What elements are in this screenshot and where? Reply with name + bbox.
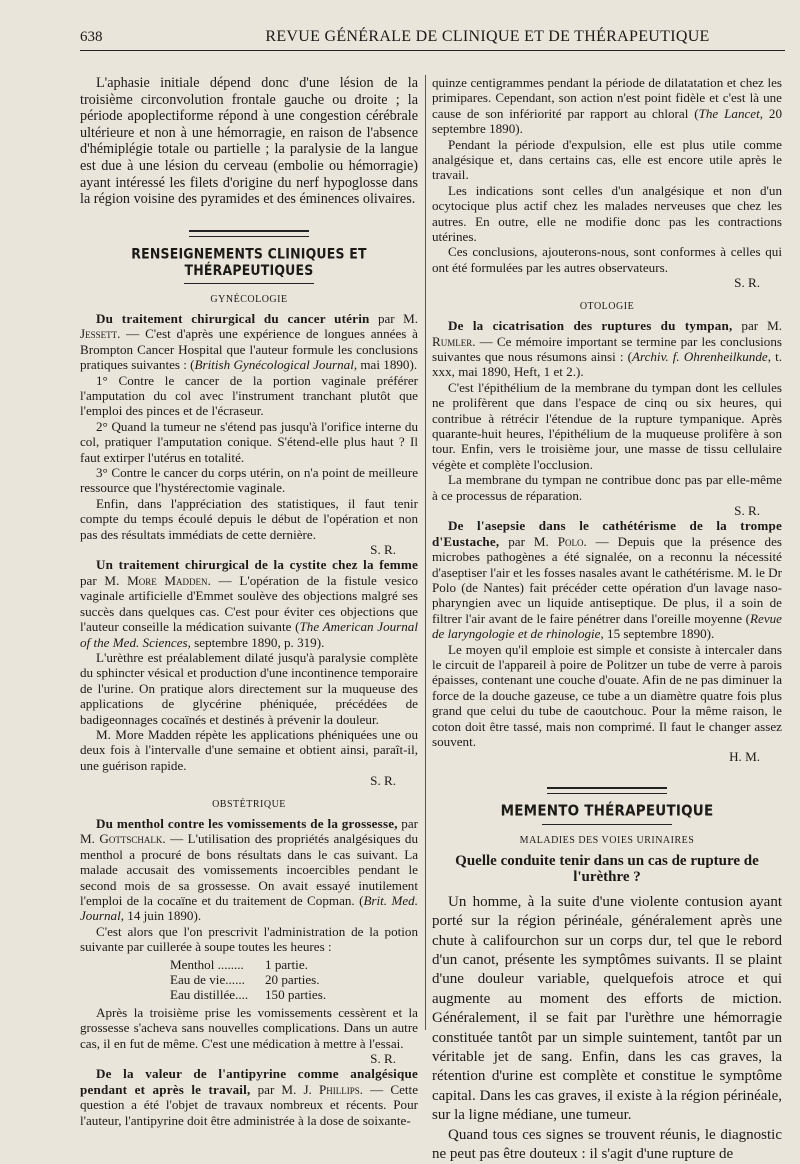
article-source: The Lancet bbox=[698, 105, 760, 121]
recipe-line: Eau distillée.... 150 parties. bbox=[170, 987, 327, 1003]
section-rule-bottom bbox=[542, 824, 672, 825]
article-antipyrine-continued: quinze centigrammes pendant la période de dilatatation et chez les primipares. Cependant, son action n'est point fidèle et c'est là une cause de son infériorité par rapport au chloral (The Lancet, 20 septembre 1890). bbox=[432, 75, 782, 137]
article-author: More Madden bbox=[127, 572, 208, 588]
article-title: Du traitement chirurgical du cancer utérin bbox=[96, 310, 370, 326]
paragraph: Quand tous ces signes se trouvent réunis, le diagnostic ne peut pas être douteux : il s'agit d'une rupture de bbox=[432, 1126, 782, 1162]
article-title: De la cicatrisation des ruptures du tympan, bbox=[448, 318, 733, 334]
article-source: Revue de laryngologie et de rhinologie bbox=[432, 610, 782, 642]
article-source: Brit. Med. Journal bbox=[80, 893, 418, 924]
right-column bbox=[432, 75, 782, 1164]
paragraph: C'est l'épithélium de la membrane du tympan dont les cellules ne prolifèrent que dans l'espace de cinq ou six heures, qui contribue à rétrécir l'étendue de la rupture tympanique. Après quarante-huit heures, l'épithélium de la muqueuse prolifère à son tour. Enfin, vers le troisième jour, une masse de tissu cellulaire végète et complète l'occlusion. bbox=[432, 379, 782, 472]
signature: S. R. bbox=[734, 275, 760, 291]
paragraph: L'urèthre est préalablement dilaté jusqu'à paralysie complète du sphincter vésical et production d'une incontinence temporaire de l'urine. On pratique alors directement sur la muqueuse des applications de glycérine phéniquée, précédées de badigeonnages cocaïnés et destinés à prévenir la douleur. bbox=[80, 649, 418, 727]
paragraph: Après la troisième prise les vomissements cessèrent et la grossesse s'acheva sans nouvelles complications. Dans un autre cas, il en fut de même. C'est une médication à mettre à l'essai. bbox=[80, 1004, 418, 1051]
section-title-renseignements: RENSEIGNEMENTS CLINIQUES ET THÉRAPEUTIQUES bbox=[131, 245, 367, 279]
recipe-line: Eau de vie...... 20 parties. bbox=[170, 972, 320, 988]
paragraph: M. More Madden répète les applications phéniquées une ou deux fois à l'intervalle d'une semaine et obtient ainsi, paraît-il, une guérison rapide. bbox=[80, 726, 418, 773]
subsection-obstetrique: OBSTÉTRIQUE bbox=[212, 798, 286, 810]
article-antipyrine: De la valeur de l'antipyrine comme analgésique pendant et après le travail, par M. J. Phillips. — Cette question a été l'objet de travaux nombreux et récents. Pour l'auteur, l'antipyrine doit être administrée à la dose de soixante- bbox=[80, 1066, 419, 1128]
paragraph: Enfin, dans l'appréciation des statistiques, il faut tenir compte du temps écoulé depuis le début de l'opération et non pas des résultats immédiats de cette dernière. bbox=[80, 495, 418, 542]
intro-paragraph: L'aphasie initiale dépend donc d'une lésion de la troisième circonvolution frontale gauche ou droite ; la période apoplectiforme répond à une congestion cérébrale ultérieure et non à une hémorragie, en raison de l'absence d'hémiplégie totale ou partielle ; la paralysie de la langue est due à une lésion du cerveau (embolie ou hémorragie) ayant intéressé les filets d'origine du nerf hypoglosse dans la région voisine des pyramides et des éminences olivaires. bbox=[80, 75, 418, 208]
signature: S. R. bbox=[370, 773, 396, 789]
article-menthol: Du menthol contre les vomissements de la grossesse, par M. Gottschalk. — L'utilisation des propriétés analgésiques du menthol a procuré de bons résultats dans le cas suivant. La malade accusait des vomissements incoercibles pendant le second mois de sa grossesse. On avait essayé inutilement l'emploi de la cocaïne et du traitement de Copman. (Brit. Med. Journal, 14 juin 1890). bbox=[80, 815, 419, 924]
article-author: Polo bbox=[557, 533, 584, 549]
article-tympan: De la cicatrisation des ruptures du tympan, par M. Rumler. — Ce mémoire important se termine par les conclusions suivantes que nous résumons ainsi : (Archiv. f. Ohrenheilkunde, t. xxx, mai 1890, Heft, 1 et 2.). bbox=[432, 318, 782, 380]
section-rule-bottom bbox=[184, 283, 314, 284]
article-source: Archiv. f. Ohrenheilkunde bbox=[631, 348, 768, 364]
article-title: De la valeur de l'antipyrine comme analgésique pendant et après le travail, bbox=[80, 1066, 418, 1097]
paragraph: La membrane du tympan ne contribue donc pas par elle-même à ce processus de réparation. bbox=[432, 472, 782, 503]
memento-question: Quelle conduite tenir dans un cas de rupture de l'urèthre ? bbox=[455, 852, 759, 885]
column-divider bbox=[425, 75, 426, 1030]
article-source: The American Journal of the Med. Sciences bbox=[80, 619, 418, 650]
article-cystite: Un traitement chirurgical de la cystite chez la femme par M. More Madden. — L'opération de la fistule vesico vaginale artificielle d'Emmet soulève des objections malgré ses succès dans quelques cas. C'est pour éviter ces objections que l'auteur conseille la médication suivante (The American Journal of the Med. Sciences, septembre 1890, p. 319). bbox=[80, 557, 418, 650]
subsection-otologie: OTOLOGIE bbox=[579, 300, 635, 312]
signature: S. R. bbox=[734, 502, 760, 518]
article-title: Du menthol contre les vomissements de la grossesse, bbox=[96, 815, 398, 831]
signature: S. R. bbox=[370, 542, 396, 558]
paragraph: 3° Contre le cancer du corps utérin, on n'a point de meilleure ressource que l'hystérectomie vaginale. bbox=[80, 465, 418, 496]
paragraph: Pendant la période d'expulsion, elle est plus utile comme analgésique et, dans certains cas, elle est encore utile après le travail. bbox=[432, 136, 782, 183]
article-author: Jessett bbox=[80, 326, 118, 342]
article-asepsie: De l'asepsie dans le cathétérisme de la trompe d'Eustache, par M. Polo. — Depuis que la présence des microbes pathogènes a été signalée, on a reconnu la nécessité d'aseptiser l'air et les fosses nasales avant le cathétérisme. M. le Dr Polo (de Nantes) fait précéder cette opération d'un lavage naso-pharyngien avec un liquide antiseptique. De plus, il a soin de filtrer l'air avant de le faire pénétrer dans l'oreille moyenne (Revue de laryngologie et de rhinologie, 15 septembre 1890). bbox=[432, 518, 782, 642]
paragraph: Un homme, à la suite d'une violente contusion ayant porté sur la région périnéale, généralement après une chute à califourchon sur un corps dur, tel que le rebord d'un canot, présente les symptômes suivants. Il se plaint d'une douleur variable, quelquefois atroce et qui augmente au moment des efforts de miction. Généralement, il se fait par l'urèthre une hémorragie constituée tantôt par un simple suintement, tantôt par un véritable jet de sang. Enfin, dans les cas graves, la rétention d'urine est complète et constitue le symptôme capital. Dans les cas graves, il existe à la région périnéale, sur la ligne médiane, une tumeur. bbox=[432, 893, 782, 1124]
paragraph: Ces conclusions, ajouterons-nous, sont conformes à celles qui ont été formulées par les autres observateurs. bbox=[432, 244, 782, 275]
article-author: Phillips bbox=[318, 1081, 360, 1097]
section-rule-top bbox=[547, 787, 667, 794]
recipe-line: Menthol ........ 1 partie. bbox=[170, 956, 308, 972]
article-title: Un traitement chirurgical de la cystite chez la femme bbox=[96, 557, 418, 573]
article-author: Rumler bbox=[432, 333, 473, 349]
article-author: Gottschalk bbox=[99, 831, 163, 847]
left-column bbox=[80, 75, 418, 1128]
subsection-voies-urinaires: MALADIES DES VOIES URINAIRES bbox=[519, 835, 695, 847]
article-source: British Gynécological Journal bbox=[194, 357, 354, 373]
article-title: De l'asepsie dans le cathétérisme de la trompe d'Eustache, bbox=[432, 518, 782, 549]
paragraph: 1° Contre le cancer de la portion vaginale préférer l'amputation du col avec l'instrument tranchant plutôt que l'emploi des pinces et de l'écraseur. bbox=[80, 372, 418, 419]
paragraph: Les indications sont celles d'un analgésique et non d'un ocytocique plus actif chez les malades nerveuses que chez les autres. En outre, elle ne modifie donc pas les contractions utérines. bbox=[432, 182, 782, 245]
article-cancer-uterin: Du traitement chirurgical du cancer utérin par M. Jessett. — C'est d'après une expérience de longues années à Brompton Cancer Hospital que l'auteur formule les conclusions pratiques suivantes : (British Gynécological Journal, mai 1890). bbox=[80, 310, 418, 373]
signature: H. M. bbox=[729, 749, 760, 765]
paragraph: C'est alors que l'on prescrivit l'administration de la potion suivante par cuillerée à soupe toutes les heures : bbox=[80, 923, 418, 955]
paragraph: 2° Quand la tumeur ne s'étend pas jusqu'à l'orifice interne du col, pratiquer l'amputation conique. S'étend-elle plus haut ? Il faut extirper l'utérus en totalité. bbox=[80, 418, 418, 465]
subsection-gynecologie: GYNÉCOLOGIE bbox=[210, 293, 288, 305]
section-rule-top bbox=[189, 230, 309, 237]
section-title-memento: MEMENTO THÉRAPEUTIQUE bbox=[500, 802, 714, 820]
page-number: 638 bbox=[80, 29, 103, 45]
page-header bbox=[80, 26, 785, 51]
paragraph: Le moyen qu'il emploie est simple et consiste à intercaler dans le circuit de l'appareil à poire de Politzer un tube de verre à parois épaisses, contenant une couche d'ouate. Afin de ne pas diminuer la force de la douche gazeuse, ce tube a un diamètre quatre fois plus grand que celui du tube de caoutchouc. Pour la même raison, le coton doit être tassé, mais non comprimé. Il faut le changer assez souvent. bbox=[432, 641, 782, 750]
signature: S. R. bbox=[370, 1051, 396, 1067]
running-title: REVUE GÉNÉRALE DE CLINIQUE ET DE THÉRAPEUTIQUE bbox=[265, 28, 710, 45]
recipe-list bbox=[170, 957, 418, 1003]
